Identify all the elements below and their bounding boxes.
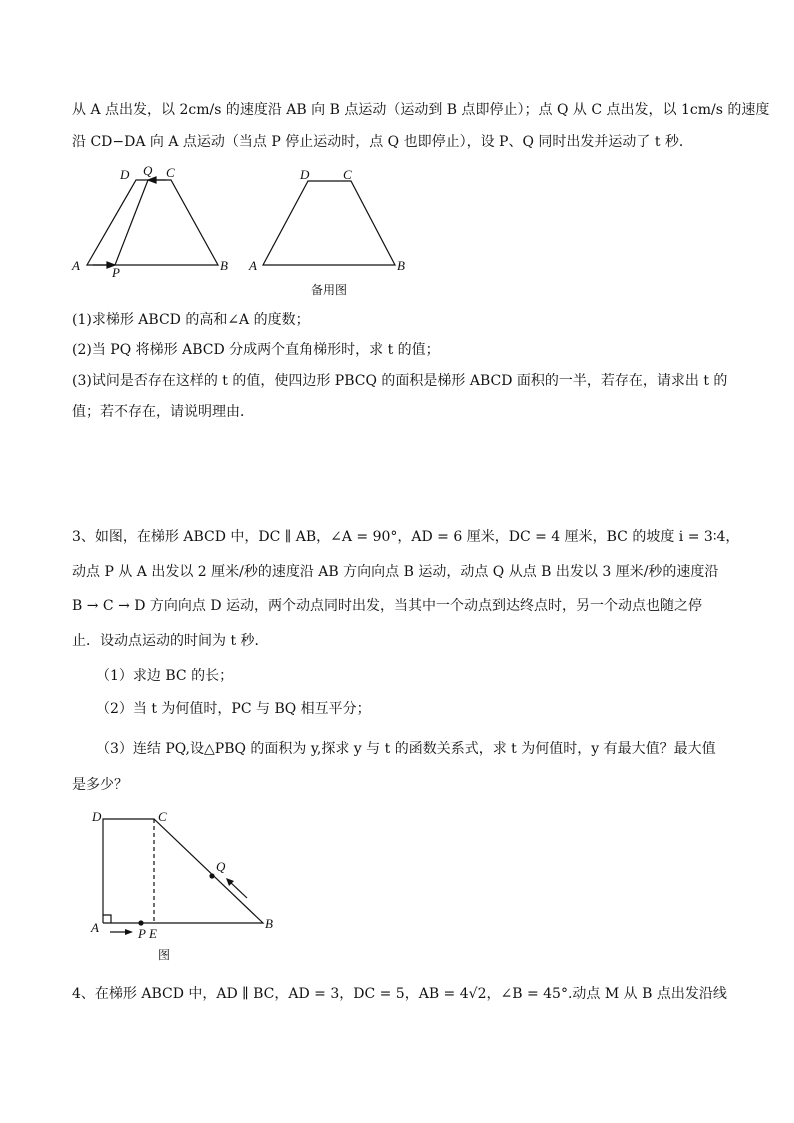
- problem2-text-line1: 从 A 点出发，以 2cm/s 的速度沿 AB 向 B 点运动（运动到 B 点即停止）；点 Q 从 C 点出发，以 1cm/s 的速度: [72, 102, 770, 118]
- arrow-p-head: [125, 929, 133, 935]
- label-b: B: [265, 916, 273, 931]
- problem2-question-1: (1)求梯形 ABCD 的高和∠A 的度数；: [72, 312, 310, 328]
- problem3-figure: [82, 802, 292, 967]
- problem2-figure-backup: [245, 160, 420, 300]
- label-e: E: [149, 926, 157, 941]
- label-a: A: [91, 920, 99, 935]
- label-p: P: [112, 265, 120, 280]
- problem4-text-line1: 4、在梯形 ABCD 中，AD ∥ BC，AD = 3，DC = 5，AB = 4√2，∠B = 45°.动点 M 从 B 点出发沿线: [72, 986, 727, 1002]
- label-c: C: [166, 165, 175, 180]
- trapezoid-abcd-backup: [263, 181, 395, 265]
- figure-caption: 图: [158, 948, 171, 962]
- trapezoid-abcd: [87, 180, 218, 265]
- segment-pq: [115, 180, 148, 265]
- point-q: [209, 873, 214, 878]
- label-d: D: [92, 809, 102, 824]
- label-a: A: [249, 258, 257, 273]
- problem3-text-line1: 3、如图，在梯形 ABCD 中，DC ∥ AB，∠A = 90°，AD = 6 厘米，DC = 4 厘米，BC 的坡度 i = 3∶4，: [72, 529, 740, 545]
- label-b: B: [397, 258, 405, 273]
- problem2-question-2: (2)当 PQ 将梯形 ABCD 分成两个直角梯形时，求 t 的值；: [72, 342, 440, 358]
- figure-caption: 备用图: [311, 283, 348, 297]
- arrow-q-line: [229, 881, 247, 898]
- label-a: A: [72, 258, 80, 273]
- problem3-text-line2: 动点 P 从 A 出发以 2 厘米/秒的速度沿 AB 方向向点 B 运动，动点 Q 从点 B 出发以 3 厘米/秒的速度沿: [72, 564, 719, 580]
- label-q: Q: [143, 163, 153, 178]
- problem3-question-2: （2）当 t 为何值时，PC 与 BQ 相互平分；: [96, 701, 371, 717]
- problem2-question-3-line1: (3)试问是否存在这样的 t 的值，使四边形 PBCQ 的面积是梯形 ABCD 面积的一半，若存在，请求出 t 的: [72, 373, 728, 389]
- right-angle-mark: [103, 915, 111, 923]
- problem3-question-3-line2: 是多少？: [72, 777, 128, 793]
- label-q: Q: [216, 859, 226, 874]
- problem3-text-line4: 止．设动点运动的时间为 t 秒．: [72, 633, 269, 649]
- label-b: B: [220, 258, 228, 273]
- problem2-question-3-line2: 值；若不存在，请说明理由．: [72, 404, 254, 420]
- label-c: C: [158, 809, 167, 824]
- problem2-text-line2: 沿 CD−DA 向 A 点运动（当点 P 停止运动时，点 Q 也即停止），设 P、Q 同时出发并运动了 t 秒．: [72, 134, 693, 150]
- label-d: D: [120, 167, 130, 182]
- point-p: [138, 920, 143, 925]
- problem3-question-1: （1）求边 BC 的长；: [96, 668, 234, 684]
- problem3-question-3-line1: （3）连结 PQ,设△PBQ 的面积为 y,探求 y 与 t 的函数关系式，求 t 为何值时，y 有最大值？最大值: [96, 741, 716, 757]
- problem2-figure-main: [60, 160, 240, 285]
- label-d: D: [300, 167, 310, 182]
- trapezoid-abcd: [103, 819, 263, 923]
- problem3-text-line3: B → C → D 方向向点 D 运动，两个动点同时出发，当其中一个动点到达终点时，另一个动点也随之停: [72, 598, 703, 614]
- label-p: P: [138, 926, 146, 941]
- label-c: C: [343, 167, 352, 182]
